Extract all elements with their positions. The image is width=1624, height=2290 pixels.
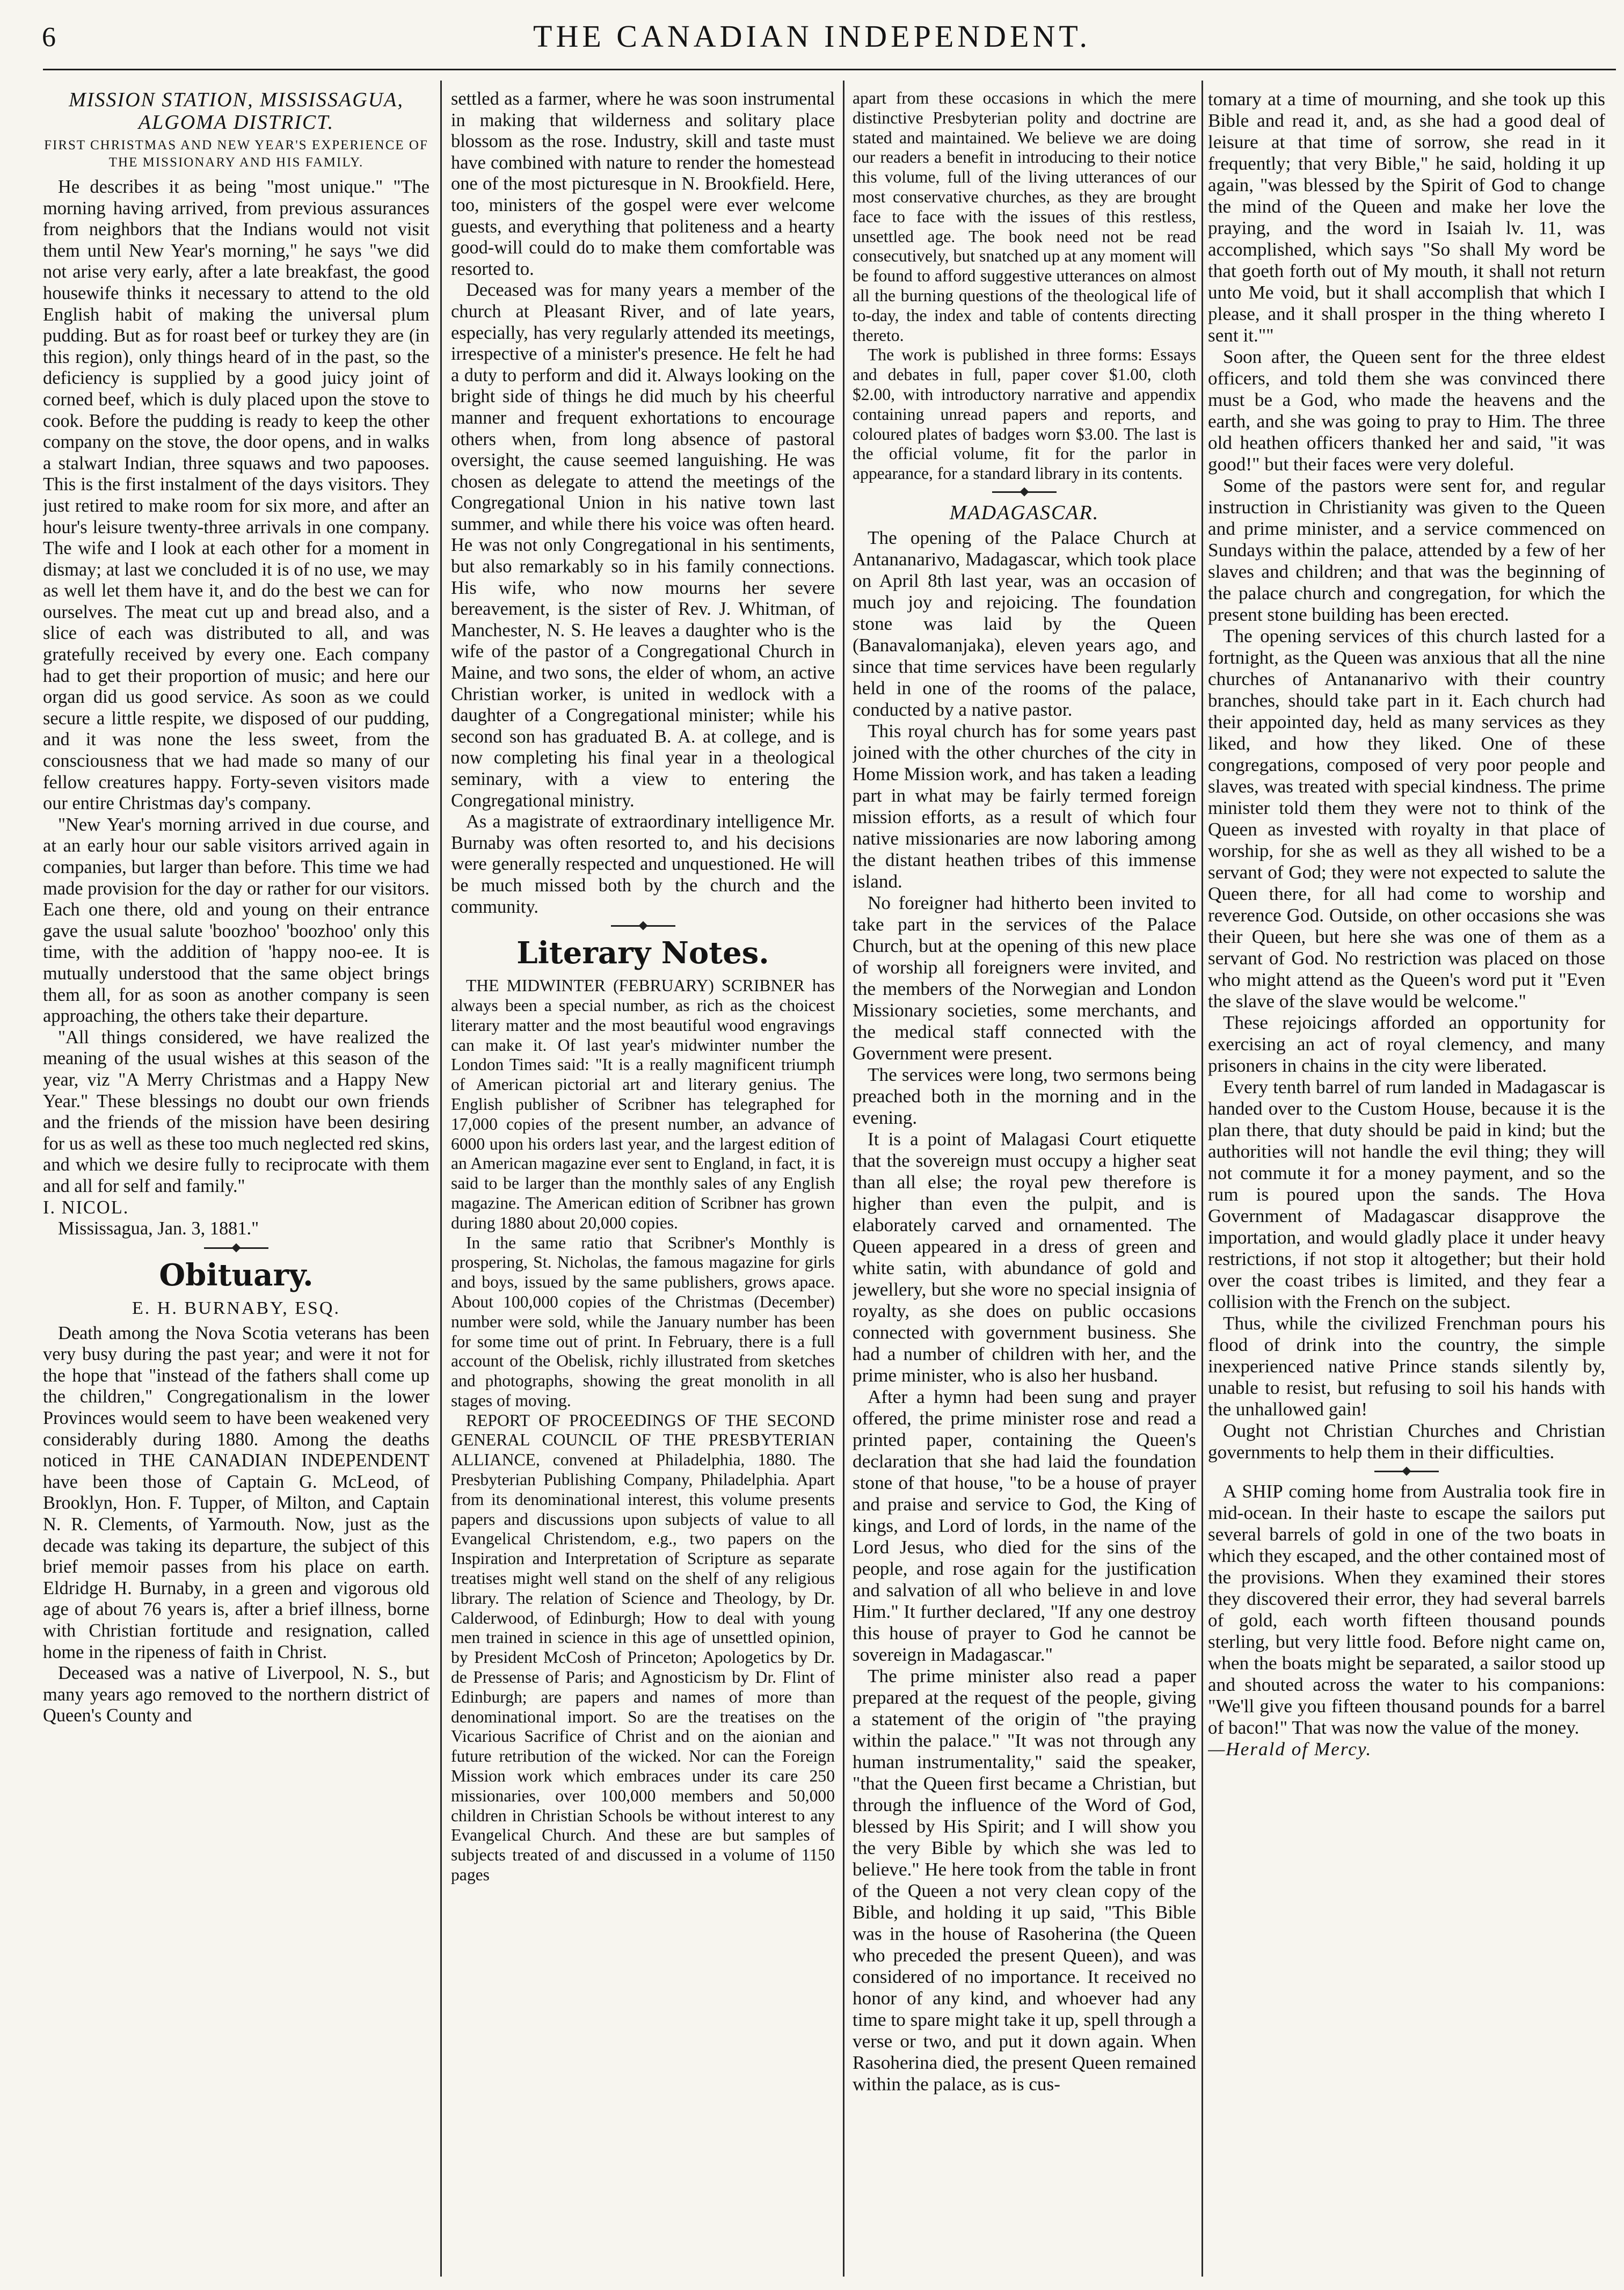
paragraph: A SHIP coming home from Australia took fire in mid-ocean. In their haste to escape the sailors put several barrels of gold in one of the two boats in which they escaped, and the other contained most of the provisions. When they examined their stores they discovered their error, they had several barrels of gold, each worth fifteen thousand pounds sterling, but very little food. Before night came on, when the boats might be separated, a sailor stood up and shouted across the water to his companions: "We'll give you fifteen thousand pounds for a barrel of bacon!" That was now the value of the money. (1208, 1481, 1605, 1738)
article-subtitle: FIRST CHRISTMAS AND NEW YEAR'S EXPERIENCE OF THE MISSIONARY AND HIS FAMILY. (44, 138, 428, 170)
paragraph: These rejoicings afforded an opportunity for exercising an act of royal clemency, and many prisoners in chains in the city were liberated. (1208, 1012, 1605, 1076)
section-separator (204, 1247, 268, 1249)
signature: I. NICOL. (43, 1197, 129, 1218)
column-divider (1201, 81, 1203, 2277)
madagascar-title: MADAGASCAR. (949, 501, 1099, 524)
paragraph: Deceased was a native of Liverpool, N. S., but many years ago removed to the northern district of Queen's County and (43, 1663, 429, 1726)
paragraph: The opening services of this church lasted for a fortnight, as the Queen was anxious that all the nine churches of Antananarivo with their country branches, should take part in it. Each church had their appointed day, held as many services as they liked, and how they liked. One of these congregations, composed of very poor people and slaves, was treated with special kindness. The prime minister told them they were not to think of the Queen as invested with royalty in that place of worship, for she as well as they all wished to be a servant of God; they were not expected to salute the Queen there, for all had come to worship and reverence God. Outside, on other occasions she was their Queen, but here she was one of them as a servant of God. No restriction was placed on those who might attend as the Queen's word put it "Even the slave of the slave would be welcome." (1208, 626, 1605, 1012)
paragraph: "New Year's morning arrived in due course, and at an early hour our sable visitors arrived again in companies, but larger than before. This time we had made provision for the day or rather for our visitors. Each one there, old and young on their entrance gave the usual salute 'boozhoo' 'boozhoo' only this time, with the addition of 'happy noo-ee. It is mutually understood that the same object brings them all, for as soon as another company is seen approaching, the others take their departure. (43, 814, 429, 1027)
paragraph: He describes it as being "most unique." "The morning having arrived, from previous assurances from neighbors that the Indians would not visit them until New Year's morning," he says "we did not arise very early, after a late breakfast, the good housewife thinks it necessary to attend to the old English habit of making the universal plum pudding. But as for roast beef or turkey they are (in this region), only things heard of in the past, so the deficiency is supplied by a good juicy joint of corned beef, which is duly placed upon the stove to cook. Before the pudding is ready to keep the other company on the stove, the door opens, and in walks a stalwart Indian, three squaws and two papooses. This is the first instalment of the days visitors. They just retired to make room for six more, and after an hour's leisure twenty-three arrivals in one company. The wife and I look at each other for a moment in dismay; at last we concluded it is of no use, we may as well let them have it, and do the best we can for ourselves. The meat cut up and bread also, and a slice of each was distributed to all, and was gratefully received by every one. Each company had to get their proportion of music; and here our organ did us good service. As soon as we could secure a little respite, we disposed of our pudding, and it was none the less sweet, from the consciousness that we had made so many of our fellow creatures happy. Forty-seven visitors made our entire Christmas day's company. (43, 177, 429, 814)
column-divider (843, 81, 844, 2277)
paragraph: tomary at a time of mourning, and she took up this Bible and read it, and, as she had a good deal of leisure at that time of sorrow, she read in it frequently; that very Bible," he said, holding it up again, "was blessed by the Spirit of God to change the mind of the Queen and make her love the praying, and the word in Isaiah lv. 11, was accomplished, which says "So shall My word be that goeth forth out of My mouth, it shall not return unto Me void, but it shall accomplish that which I please, and it shall prosper in the thing whereto I sent it."" (1208, 89, 1605, 346)
column-divider (440, 81, 442, 2277)
paragraph: Death among the Nova Scotia veterans has been very busy during the past year; and were it not for the hope that "instead of the fathers shall come up the children," Congregationalism in the lower Provinces would seem to have been weakened very considerably during 1880. Among the deaths noticed in THE CANADIAN INDEPENDENT have been those of Captain G. McLeod, of Brooklyn, Hon. F. Tupper, of Milton, and Captain N. R. Clements, of Yarmouth. Now, just as the decade was taking its departure, the subject of this brief memoir passes from his place on earth. Eldridge H. Burnaby, in a green and vigorous old age of about 76 years is, after a brief illness, borne with Christian fortitude and resignation, called home in the ripeness of faith in Christ. (43, 1322, 429, 1662)
paragraph: It is a point of Malagasi Court etiquette that the sovereign must occupy a higher seat than all else; the royal pew therefore is higher than even the pulpit, and is elaborately carved and ornamented. The Queen appeared in a dress of green and white satin, with abundance of gold and jewellery, but she wore no special insignia of royalty, as she does on public occasions connected with government business. She had a number of children with her, and the prime minister, who is also her husband. (853, 1128, 1196, 1386)
paragraph: Every tenth barrel of rum landed in Madagascar is handed over to the Custom House, because it is the plan there, that duty should be paid in kind; but the authorities will not handle the evil thing; they will not commute it for a money payment, and so the rum is poured upon the sands. The Hova Government of Madagascar disapprove the importation, and would gladly place it under heavy restrictions, if not stop it altogether; but their hold over the coast tribes is limited, and they fear a collision with the French on the subject. (1208, 1077, 1605, 1312)
paragraph: The opening of the Palace Church at Antananarivo, Madagascar, which took place on April 8th last year, was an occasion of much joy and rejoicing. The foundation stone was laid by the Queen (Banavalomanjaka), eleven years ago, and since that time services have been regularly held in one of the rooms of the palace, conducted by a native pastor. (853, 527, 1196, 720)
section-separator (992, 491, 1057, 493)
paragraph: "All things considered, we have realized the meaning of the usual wishes at this season of the year, viz "A Merry Christmas and a Happy New Year." These blessings no doubt our own friends and the friends of the mission have been desiring for us as well as these too much neglected red skins, and which we desire fully to reciprocate with them and all for self and family." (43, 1027, 429, 1196)
paragraph: Deceased was for many years a member of the church at Pleasant River, and of late years, especially, has very regularly attended its meetings, irrespective of a minister's presence. He felt he had a duty to perform and did it. Always looking on the bright side of things he did much by his cheerful manner and frequent exhortations to encourage others when, from long absence of pastoral oversight, the cause seemed languishing. He was chosen as delegate to attend the meetings of the Congregational Union in his native town last summer, and while there his voice was often heard. He was not only Congregational in his sentiments, but also remarkably so in his family connections. His wife, who now mourns her severe bereavement, is the sister of Rev. J. Whitman, of Manchester, N. S. He leaves a daughter who is the wife of the pastor of a Congregational Church in Maine, and two sons, the elder of whom, an active Christian worker, is united in wedlock with a daughter of a Congregational minister; while his second son has graduated B. A. at college, and is now completing his final year in a theological seminary, with a view to entering the Congregational ministry. (451, 280, 835, 811)
paragraph: THE MIDWINTER (FEBRUARY) SCRIBNER has always been a special number, as rich as the choicest literary matter and the most beautiful wood engravings can make it. Of last year's midwinter number the London Times said: "It is a really magnificent triumph of American pictorial art and literary genius. The English publisher of Scribner has telegraphed for 17,000 copies of the present number, an advance of 6000 upon his orders last year, and the largest edition of an American magazine ever sent to England, in fact, it is said to be larger than the monthly sales of any English magazine. The American edition of Scribner has grown during 1880 about 20,000 copies. (451, 976, 835, 1232)
obituary-heading: Obituary. (159, 1257, 314, 1293)
dateline: Mississagua, Jan. 3, 1881." (58, 1218, 259, 1239)
header-rule (43, 69, 1616, 70)
column-4 (1208, 89, 1605, 2271)
paragraph: Soon after, the Queen sent for the three eldest officers, and told them she was convinced there must be a God, who made the heavens and the earth, and she was going to pray to Him. The three old heathen officers thanked her and said, "it was good!" but their faces were very doleful. (1208, 346, 1605, 475)
paragraph: As a magistrate of extraordinary intelligence Mr. Burnaby was often resorted to, and his decisions were generally respected and unquestioned. He will be much missed both by the church and the community. (451, 811, 835, 917)
paragraph: apart from these occasions in which the mere distinctive Presbyterian polity and doctrine are stated and maintained. We believe we are doing our readers a benefit in introducing to their notice this volume, full of the living utterances of our most conservative churches, as they are brought face to face with the issues of this restless, unsettled age. The book need not be read consecutively, but snatched up at any moment will be found to afford suggestive utterances on almost all the burning questions of the theological life of to-day, the index and table of contents directing thereto. (853, 89, 1196, 345)
column-2 (451, 89, 835, 2271)
paragraph: settled as a farmer, where he was soon instrumental in making that wilderness and solitary place blossom as the rose. Industry, skill and taste must have combined with nature to render the homestead one of the most picturesque in N. Brookfield. Here, too, ministers of the gospel were ever welcome guests, and everything that politeness and a hearty good-will could do to make them comfortable was resorted to. (451, 89, 835, 279)
masthead-title: THE CANADIAN INDEPENDENT. (533, 19, 1091, 54)
section-separator (1374, 1471, 1439, 1472)
paragraph: The work is published in three forms: Essays and debates in full, paper cover $1.00, cloth $2.00, with introductory narrative and appendix containing unread papers and reports, and coloured plates of badges worn $3.00. The last is the official volume, fit for the parlor in appearance, for a standard library in its contents. (853, 345, 1196, 483)
page-number: 6 (42, 22, 56, 53)
paragraph: No foreigner had hitherto been invited to take part in the services of the Palace Church, but at the opening of this new place of worship all foreigners were invited, and the members of the Norwegian and London Missionary societies, some merchants, and the medical staff connected with the Government were present. (853, 892, 1196, 1064)
paragraph: REPORT OF PROCEEDINGS OF THE SECOND GENERAL COUNCIL OF THE PRESBYTERIAN ALLIANCE, convened at Philadelphia, 1880. The Presbyterian Publishing Company, Philadelphia. Apart from its denominational interest, this volume presents papers and discussions upon subjects of value to all Evangelical Christendom, e.g., two papers on the Inspiration and Interpretation of Scripture as separate treatises might well stand on the shelf of any religious library. The relation of Science and Theology, by Dr. Calderwood, of Edinburgh; How to deal with young men trained in science in this age of unsettled opinion, by President McCosh of Princeton; Apologetics by Dr. de Pressense of Paris; and Agnosticism by Dr. Flint of Edinburgh; are papers and names of more than denominational import. So are the treatises on the Vicarious Sacrifice of Christ and on the aionian and future retribution of the wicked. Nor can the Foreign Mission work which embraces under its care 250 missionaries, over 100,000 members and 50,000 children in Christian Schools be without interest to any Evangelical Church. And these are but samples of subjects treated of and discussed in a volume of 1150 pages (451, 1411, 835, 1885)
literary-notes-heading: Literary Notes. (516, 935, 769, 971)
section-separator (611, 925, 675, 927)
paragraph: Thus, while the civilized Frenchman pours his flood of drink into the country, the simple inexperienced native Prince stands silently by, unable to resist, but refusing to soil his hands with the unhallowed gain! (1208, 1313, 1605, 1420)
column-1 (43, 89, 429, 2271)
paragraph: Ought not Christian Churches and Christian governments to help them in their difficulties. (1208, 1420, 1605, 1463)
obituary-name: E. H. BURNABY, ESQ. (132, 1298, 340, 1318)
page-header (0, 0, 1624, 59)
paragraph: In the same ratio that Scribner's Monthly is prospering, St. Nicholas, the famous magazine for girls and boys, issued by the same publishers, grows apace. About 100,000 copies of the Christmas (December) number were sold, while the January number has been for some time out of print. In February, there is a full account of the Obelisk, richly illustrated from sketches and photographs, showing the great monolith in all stages of moving. (451, 1233, 835, 1410)
article-title-mission-station: MISSION STATION, MISSISSAGUA, ALGOMA DISTRICT. (69, 89, 404, 134)
paragraph: After a hymn had been sung and prayer offered, the prime minister rose and read a printed paper, containing the Queen's declaration that she had laid the foundation stone of that house, "to be a house of prayer and praise and service to God, the King of kings, and Lord of lords, in the name of the Lord Jesus, who died for the sins of the people, and rose again for the justification and salvation of all who believe in and love Him." It further declared, "If any one destroy this house of prayer to God he cannot be sovereign in Madagascar." (853, 1386, 1196, 1665)
paragraph: The prime minister also read a paper prepared at the request of the people, giving a statement of the origin of "the praying within the palace." "It was not through any human instrumentality," said the speaker, "that the Queen first became a Christian, but through the influence of the Word of God, blessed by His Spirit; and I will show you the very Bible by which she was led to believe." He here took from the table in front of the Queen a not very clean copy of the Bible, and holding it up said, "This Bible was in the house of Rasoherina (the Queen who preceded the present Queen), and was considered of no importance. It received no honor of any kind, and whoever had any time to spare might take it up, spell through a verse or two, and put it down again. When Rasoherina died, the present Queen remained within the palace, as is cus- (853, 1665, 1196, 2095)
source-credit: —Herald of Mercy. (1208, 1739, 1372, 1760)
paragraph: The services were long, two sermons being preached both in the morning and in the evening. (853, 1064, 1196, 1128)
column-3 (853, 89, 1196, 2271)
paragraph: Some of the pastors were sent for, and regular instruction in Christianity was given to the Queen and prime minister, and a service commenced on Sundays within the palace, attended by a few of her slaves and children; and that was the beginning of the palace church and congregation, for which the present stone building has been erected. (1208, 475, 1605, 625)
paragraph: This royal church has for some years past joined with the other churches of the city in Home Mission work, and has taken a leading part in what may be fairly termed foreign mission efforts, as a result of which four native missionaries are now laboring among the distant heathen tribes of this immense island. (853, 720, 1196, 892)
